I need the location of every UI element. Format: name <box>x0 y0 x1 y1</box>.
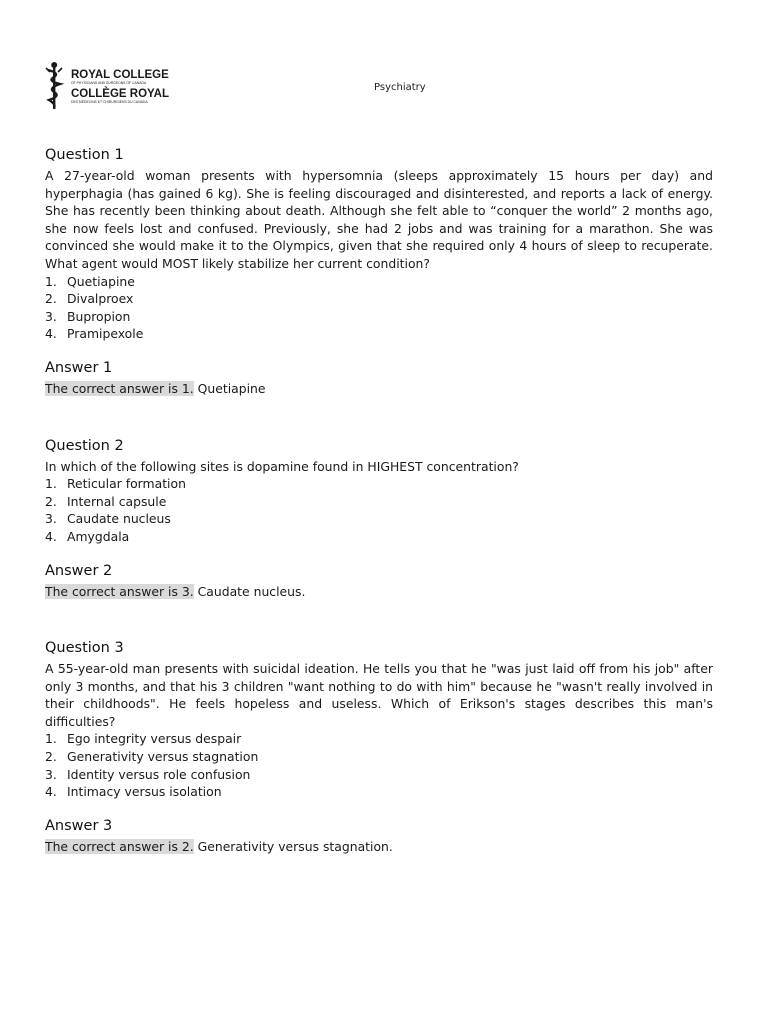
option-label: Intimacy versus isolation <box>67 784 222 800</box>
option-number: 4. <box>45 784 57 800</box>
question-stem: A 27-year-old woman presents with hypersomnia (sleeps approximately 15 hours per day) and hyperphagia (has gained 6 kg). She is feeling discouraged and disinterested, and reports a lack of energy. She has recently been thinking about death. Although she felt able to “conquer the world” 2 months ago, she now feels lost and confused. Previously, she had 2 jobs and was training for a marathon. She was convinced she would make it to the Olympics, given that she required only 4 hours of sleep to recuperate. What agent would MOST likely stabilize her current condition? <box>45 168 713 271</box>
answer-line <box>45 583 713 601</box>
caduceus-icon <box>46 62 62 109</box>
svg-text:DES MÉDECINS ET CHIRURGIENS DU: DES MÉDECINS ET CHIRURGIENS DU CANADA <box>71 100 148 104</box>
option-item <box>45 730 713 748</box>
option-number: 3. <box>45 766 57 782</box>
option-number: 2. <box>45 291 57 307</box>
question-block-2 <box>45 436 713 601</box>
exam-content <box>45 145 713 855</box>
answer-title: Answer 2 <box>45 562 113 579</box>
option-item <box>45 475 713 493</box>
svg-text:ROYAL COLLEGE: ROYAL COLLEGE <box>71 69 169 81</box>
question-title: Question 2 <box>45 437 124 454</box>
subject-label: Psychiatry <box>374 82 426 93</box>
option-item <box>45 308 713 326</box>
option-item <box>45 748 713 766</box>
question-title: Question 3 <box>45 640 124 657</box>
answer-text: Generativity versus stagnation. <box>193 838 393 854</box>
option-label: Caudate nucleus <box>67 511 171 527</box>
option-number: 1. <box>45 731 57 747</box>
answer-line <box>45 380 713 398</box>
option-item <box>45 510 713 528</box>
answer-line <box>45 838 713 856</box>
option-item <box>45 493 713 511</box>
option-item <box>45 783 713 801</box>
option-label: Pramipexole <box>67 326 144 342</box>
question-stem: A 55-year-old man presents with suicidal ideation. He tells you that he "was just laid off from his job" after only 3 months, and that his 3 children "want nothing to do with him" because he "wasn't really involved in their childhoods". He feels hopeless and useless. Which of Erikson's stages describes this man's difficulties? <box>45 661 713 729</box>
option-item <box>45 290 713 308</box>
answer-highlight: The correct answer is 1. <box>45 380 194 396</box>
option-label: Ego integrity versus despair <box>67 731 242 747</box>
option-label: Identity versus role confusion <box>67 766 251 782</box>
option-label: Amygdala <box>67 528 130 544</box>
svg-text:OF PHYSICIANS AND SURGEONS OF: OF PHYSICIANS AND SURGEONS OF CANADA <box>71 81 147 85</box>
question-block-3 <box>45 638 713 855</box>
option-number: 2. <box>45 493 57 509</box>
option-number: 1. <box>45 273 57 289</box>
answer-text: Quetiapine <box>193 380 266 396</box>
option-list <box>45 273 713 343</box>
royal-college-logo <box>44 62 169 112</box>
option-item <box>45 273 713 291</box>
question-title: Question 1 <box>45 147 124 163</box>
option-label: Generativity versus stagnation <box>67 749 259 765</box>
answer-title: Answer 1 <box>45 359 113 376</box>
option-list <box>45 730 713 800</box>
option-number: 2. <box>45 749 57 765</box>
answer-highlight: The correct answer is 2. <box>45 838 194 854</box>
option-item <box>45 325 713 343</box>
option-label: Bupropion <box>67 308 131 324</box>
page-header <box>44 62 724 112</box>
option-number: 4. <box>45 528 57 544</box>
option-number: 3. <box>45 308 57 324</box>
svg-text:COLLÈGE ROYAL: COLLÈGE ROYAL <box>71 88 169 100</box>
answer-title: Answer 3 <box>45 817 113 834</box>
question-block-1 <box>45 145 713 398</box>
option-item <box>45 766 713 784</box>
option-item <box>45 528 713 546</box>
option-number: 1. <box>45 476 57 492</box>
answer-highlight: The correct answer is 3. <box>45 583 194 599</box>
option-number: 3. <box>45 511 57 527</box>
option-label: Internal capsule <box>67 493 167 509</box>
option-list <box>45 475 713 545</box>
option-number: 4. <box>45 326 57 342</box>
question-stem: In which of the following sites is dopamine found in HIGHEST concentration? <box>45 458 519 474</box>
option-label: Reticular formation <box>67 476 186 492</box>
option-label: Quetiapine <box>67 273 135 289</box>
option-label: Divalproex <box>67 291 134 307</box>
answer-text: Caudate nucleus. <box>193 583 306 599</box>
